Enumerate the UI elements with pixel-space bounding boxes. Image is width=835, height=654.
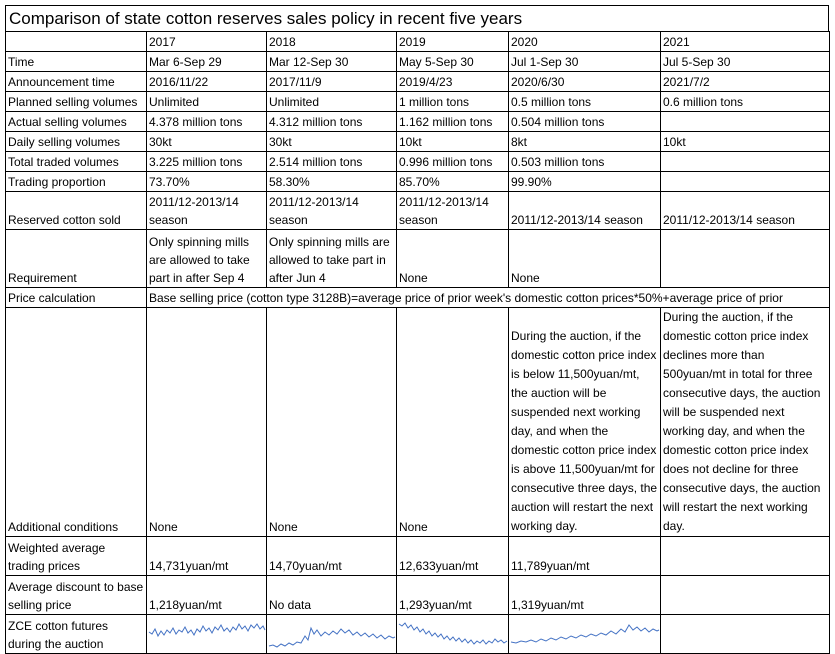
row-discount <box>6 576 830 615</box>
year-2019: 2019 <box>397 32 509 52</box>
cell: 4.312 million tons <box>267 112 397 132</box>
cell: 2016/11/22 <box>147 72 267 92</box>
cell: 1.162 million tons <box>397 112 509 132</box>
year-2017: 2017 <box>147 32 267 52</box>
cell: Only spinning mills are allowed to take part in after Jun 4 <box>267 230 397 288</box>
cell: 2011/12-2013/14 season <box>147 192 267 230</box>
cell: No data <box>267 576 397 615</box>
cell: 2020/6/30 <box>509 72 661 92</box>
policy-sheet <box>5 5 829 654</box>
cell: Jul 1-Sep 30 <box>509 52 661 72</box>
cell: 10kt <box>397 132 509 152</box>
cell: None <box>509 230 661 288</box>
cell: Unlimited <box>147 92 267 112</box>
cell: 14,70yuan/mt <box>267 537 397 576</box>
row-daily <box>6 132 830 152</box>
cell <box>661 537 830 576</box>
cell: 2019/4/23 <box>397 72 509 92</box>
cell: During the auction, if the domestic cotton price index declines more than 500yuan/mt in total for three consecutive days, the auction will be suspended next working day, and when the domestic cotton price index does not decline for three consecutive days, the auction will restart the next working day. <box>661 308 830 537</box>
policy-table <box>5 31 830 654</box>
cell: 3.225 million tons <box>147 152 267 172</box>
row-label: ZCE cotton futures during the auction <box>6 615 147 654</box>
cell: 30kt <box>147 132 267 152</box>
cell-empty <box>661 615 830 654</box>
cell: None <box>147 308 267 537</box>
row-announcement <box>6 72 830 92</box>
cell: 12,633yuan/mt <box>397 537 509 576</box>
row-additional <box>6 308 830 537</box>
cell <box>661 172 830 192</box>
cell: 85.70% <box>397 172 509 192</box>
cell: 1 million tons <box>397 92 509 112</box>
row-requirement <box>6 230 830 288</box>
cell: Jul 5-Sep 30 <box>661 52 830 72</box>
header-row <box>6 32 830 52</box>
cell: Unlimited <box>267 92 397 112</box>
cell: 0.504 million tons <box>509 112 661 132</box>
price-formula: Base selling price (cotton type 3128B)=average price of prior week's domestic cotton prices*50%+average price of prior <box>147 288 830 308</box>
row-reserved <box>6 192 830 230</box>
cell: 2.514 million tons <box>267 152 397 172</box>
cell <box>661 576 830 615</box>
sparkline-line <box>399 623 507 644</box>
cell: 0.5 million tons <box>509 92 661 112</box>
cell: 10kt <box>661 132 830 152</box>
row-label: Weighted average trading prices <box>6 537 147 576</box>
row-actual <box>6 112 830 132</box>
cell: 99.90% <box>509 172 661 192</box>
row-label: Announcement time <box>6 72 147 92</box>
zce-sparkline-2019 <box>397 616 509 652</box>
row-label: Trading proportion <box>6 172 147 192</box>
year-2018: 2018 <box>267 32 397 52</box>
row-zce <box>6 615 830 654</box>
cell: 1,319yuan/mt <box>509 576 661 615</box>
cell: 1,293yuan/mt <box>397 576 509 615</box>
cell: 4.378 million tons <box>147 112 267 132</box>
sheet-title: Comparison of state cotton reserves sales policy in recent five years <box>5 5 829 31</box>
row-label: Additional conditions <box>6 308 147 537</box>
year-2020: 2020 <box>509 32 661 52</box>
cell: None <box>267 308 397 537</box>
cell: 11,789yuan/mt <box>509 537 661 576</box>
row-proportion <box>6 172 830 192</box>
sparkline-cell-2020 <box>509 615 661 654</box>
cell: 2017/11/9 <box>267 72 397 92</box>
row-label: Price calculation <box>6 288 147 308</box>
sparkline-cell-2019 <box>397 615 509 654</box>
cell: May 5-Sep 30 <box>397 52 509 72</box>
cell: 8kt <box>509 132 661 152</box>
sparkline-line <box>511 625 659 643</box>
row-label: Total traded volumes <box>6 152 147 172</box>
row-weighted <box>6 537 830 576</box>
cell: 2011/12-2013/14 season <box>267 192 397 230</box>
cell <box>661 230 830 288</box>
row-planned <box>6 92 830 112</box>
cell: 2011/12-2013/14 season <box>509 192 661 230</box>
row-label: Planned selling volumes <box>6 92 147 112</box>
cell: Mar 12-Sep 30 <box>267 52 397 72</box>
cell: None <box>397 308 509 537</box>
row-price-calc <box>6 288 830 308</box>
row-label: Time <box>6 52 147 72</box>
cell: 0.6 million tons <box>661 92 830 112</box>
cell: 73.70% <box>147 172 267 192</box>
year-2021: 2021 <box>661 32 830 52</box>
cell: 2011/12-2013/14 season <box>661 192 830 230</box>
cell <box>661 152 830 172</box>
row-traded <box>6 152 830 172</box>
zce-sparkline-2020 <box>509 616 661 652</box>
cell <box>661 112 830 132</box>
cell: 2021/7/2 <box>661 72 830 92</box>
zce-sparkline-2018 <box>267 616 397 652</box>
cell: 30kt <box>267 132 397 152</box>
cell: During the auction, if the domestic cotton price index is below 11,500yuan/mt, the auction will be suspended next working day, and when the domestic cotton price index is above 11,500yuan/mt for consecutive three days, the auction will restart the next working day. <box>509 308 661 537</box>
cell: 0.503 million tons <box>509 152 661 172</box>
row-label: Actual selling volumes <box>6 112 147 132</box>
cell: 1,218yuan/mt <box>147 576 267 615</box>
row-label: Reserved cotton sold <box>6 192 147 230</box>
sparkline-cell-2018 <box>267 615 397 654</box>
sparkline-line <box>149 624 265 636</box>
cell: 0.996 million tons <box>397 152 509 172</box>
sparkline-cell-2017 <box>147 615 267 654</box>
cell: 2011/12-2013/14 season <box>397 192 509 230</box>
zce-sparkline-2017 <box>147 616 267 652</box>
header-corner <box>6 32 147 52</box>
row-time <box>6 52 830 72</box>
row-label: Daily selling volumes <box>6 132 147 152</box>
cell: Only spinning mills are allowed to take part in after Sep 4 <box>147 230 267 288</box>
cell: Mar 6-Sep 29 <box>147 52 267 72</box>
row-label: Average discount to base selling price <box>6 576 147 615</box>
sparkline-line <box>269 628 395 647</box>
row-label: Requirement <box>6 230 147 288</box>
cell: 58.30% <box>267 172 397 192</box>
cell: 14,731yuan/mt <box>147 537 267 576</box>
cell: None <box>397 230 509 288</box>
